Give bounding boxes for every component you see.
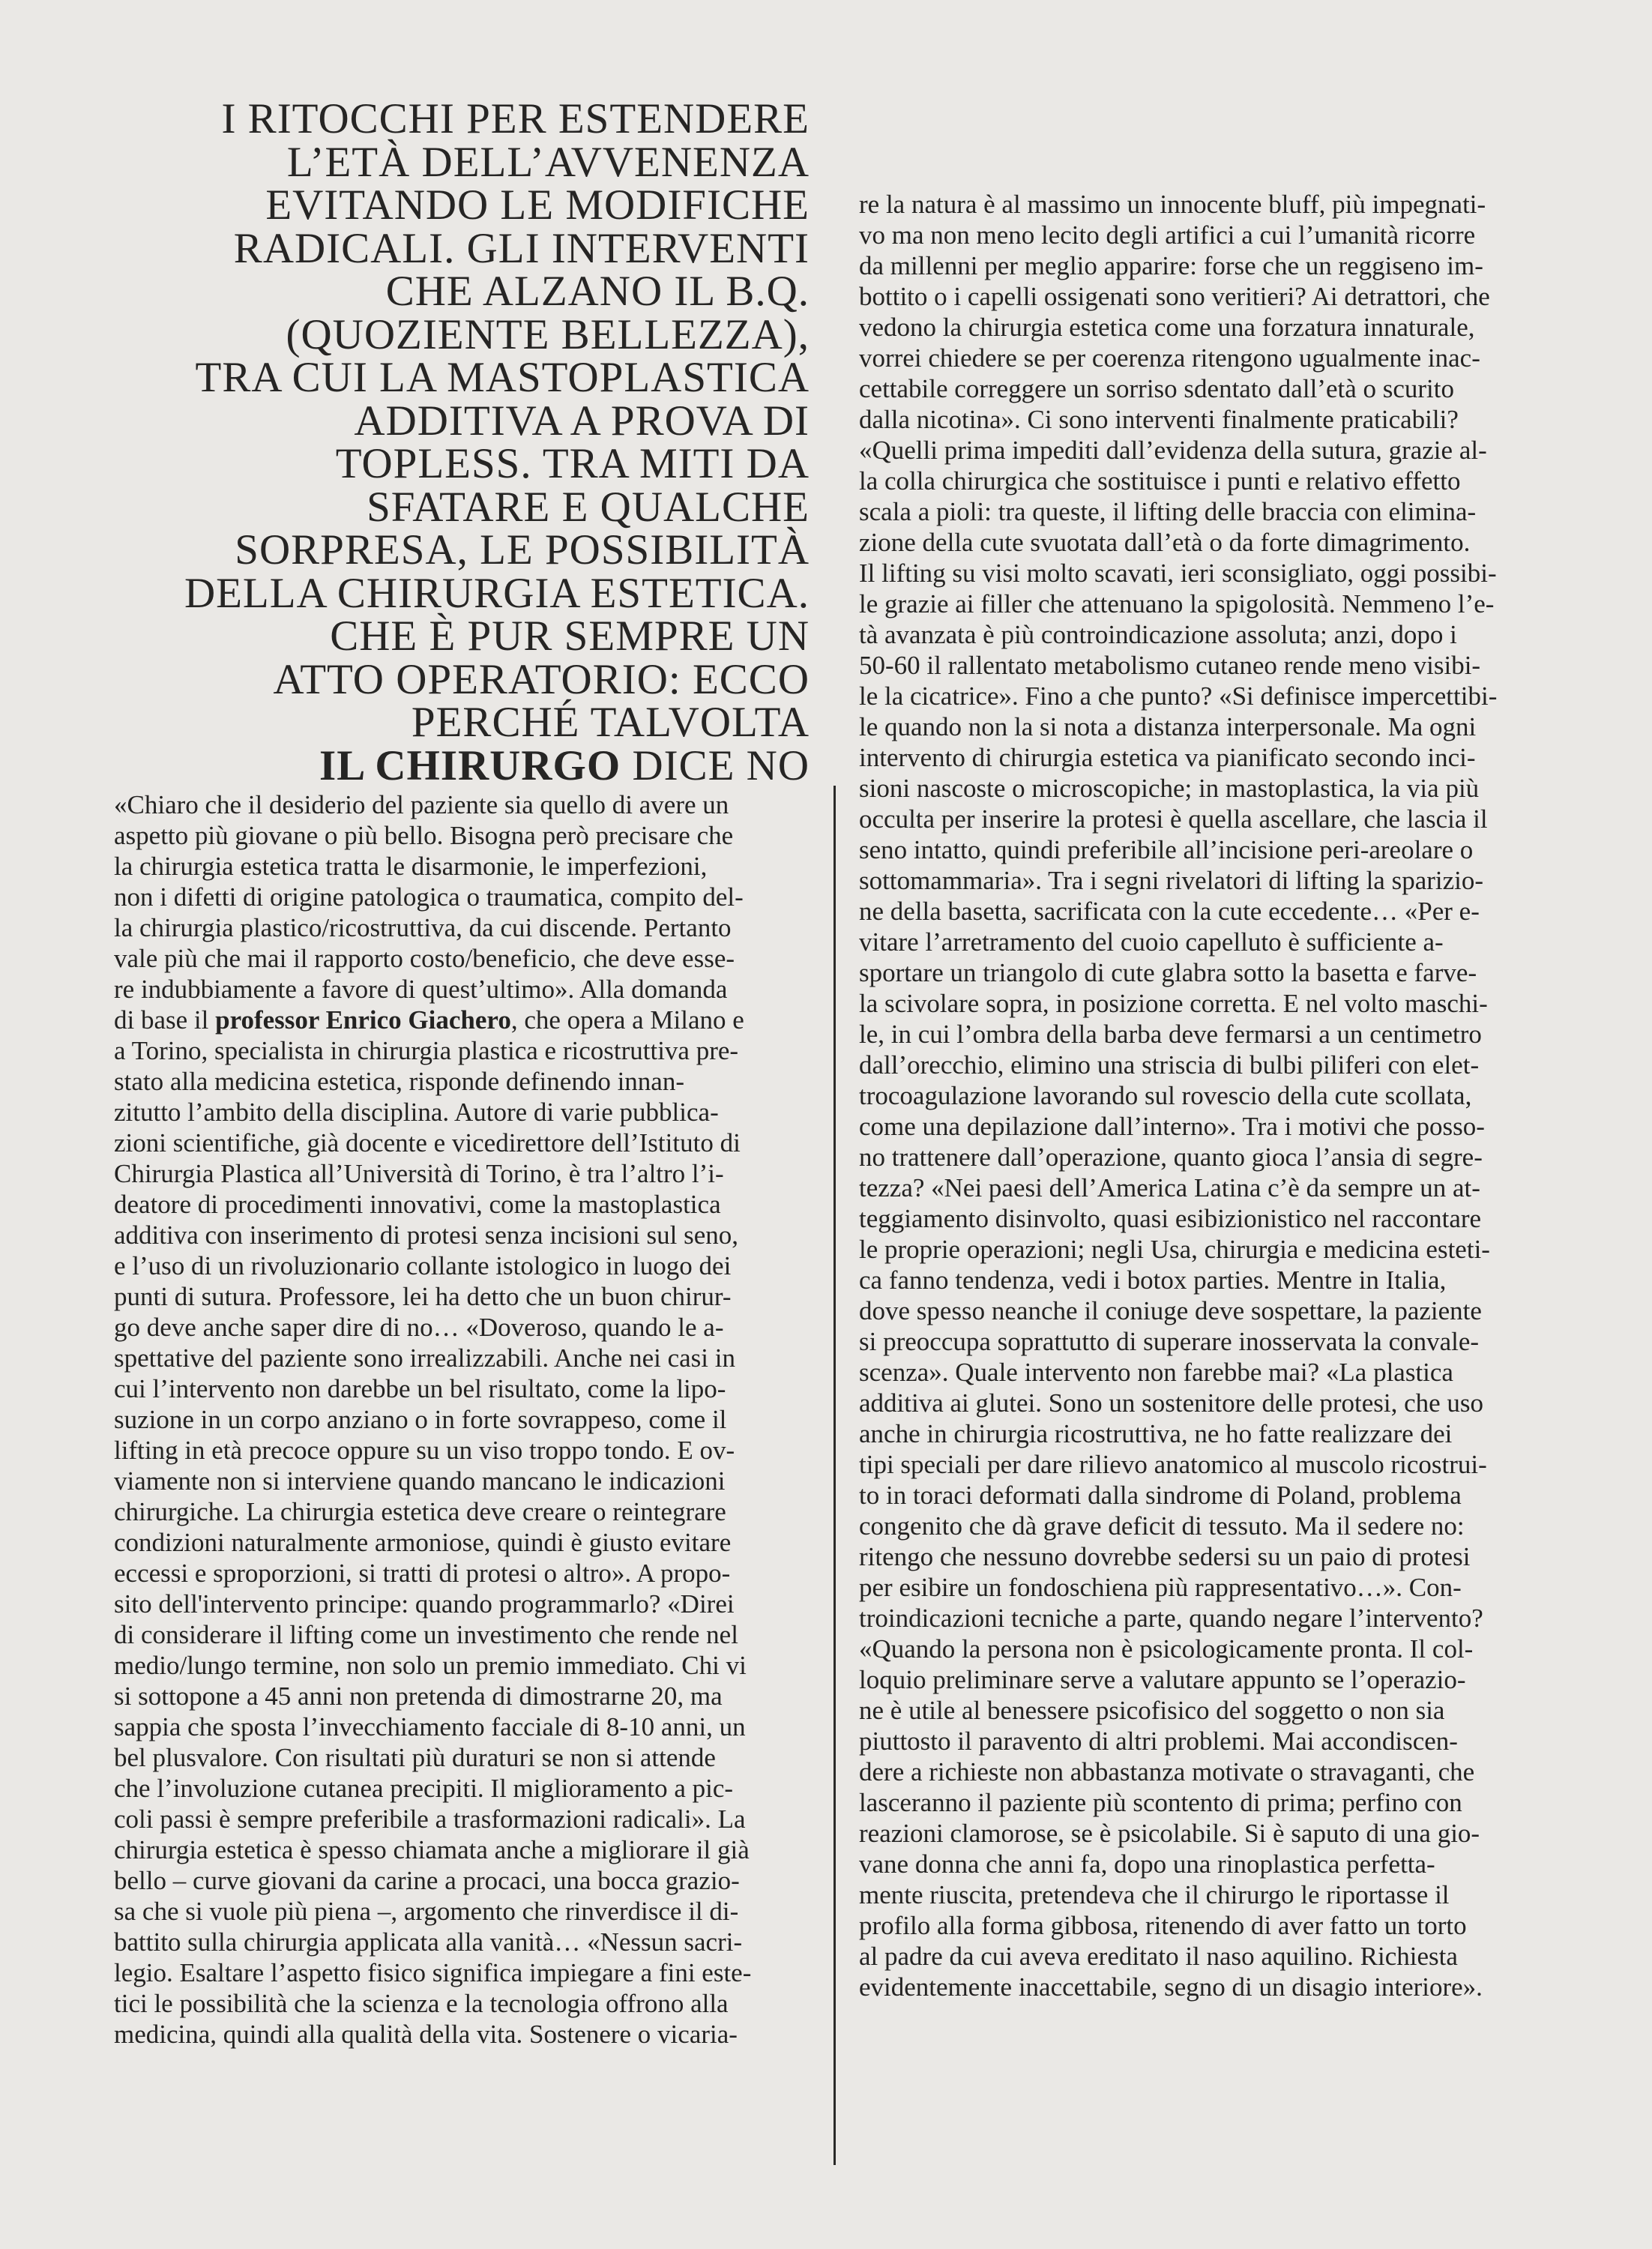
text-line: che l’involuzione cutanea precipiti. Il miglioramento a pic- (114, 1774, 734, 1803)
text-line: bottito o i capelli ossigenati sono veritieri? Ai detrattori, che (859, 282, 1490, 311)
headline-line: ADDITIVA A PROVA DI (354, 397, 810, 445)
text-line: «Chiaro che il desiderio del paziente sia quello di avere un (114, 790, 729, 819)
text-line: a Torino, specialista in chirurgia plastica e ricostruttiva pre- (114, 1036, 739, 1065)
text-line: le quando non la si nota a distanza interpersonale. Ma ogni (859, 712, 1477, 741)
text-line: aspetto più giovane o più bello. Bisogna però precisare che (114, 821, 734, 850)
text-line: seno intatto, quindi preferibile all’incisione peri-areolare o (859, 835, 1474, 864)
headline-line: DELLA CHIRURGIA ESTETICA. (184, 569, 810, 617)
text-line: medio/lungo termine, non solo un premio immediato. Chi vi (114, 1651, 747, 1680)
text-line: «Quelli prima impediti dall’evidenza della sutura, grazie al- (859, 436, 1487, 465)
text-line: go deve anche saper dire di no… «Doveroso, quando le a- (114, 1313, 724, 1342)
text-line: bello – curve giovani da carine a procaci, una bocca grazio- (114, 1866, 740, 1895)
text-line: additiva ai glutei. Sono un sostenitore delle protesi, che uso (859, 1388, 1484, 1418)
text-line: stato alla medicina estetica, risponde definendo innan- (114, 1067, 684, 1096)
text-line: loquio preliminare serve a valutare appunto se l’operazio- (859, 1665, 1466, 1694)
text-line: ne è utile al benessere psicofisico del soggetto o non sia (859, 1696, 1445, 1725)
headline-line: I RITOCCHI PER ESTENDERE (221, 95, 810, 142)
headline-line: CHE È PUR SEMPRE UN (330, 612, 810, 660)
text-line: sioni nascoste o microscopiche; in mastoplastica, la via più (859, 774, 1480, 803)
text-line: congenito che dà grave deficit di tessuto. Ma il sedere no: (859, 1511, 1465, 1541)
column-divider (833, 786, 836, 2165)
text-line: «Quando la persona non è psicologicamente pronta. Il col- (859, 1634, 1474, 1664)
text-line: cui l’intervento non darebbe un bel risultato, come la lipo- (114, 1374, 726, 1403)
text-line: sito dell'intervento principe: quando programmarlo? «Direi (114, 1589, 735, 1619)
text-fragment: di base il (114, 1005, 216, 1035)
text-line: la chirurgia estetica tratta le disarmonie, le imperfezioni, (114, 852, 708, 881)
headline-line: TRA CUI LA MASTOPLASTICA (195, 354, 810, 401)
text-line: zione della cute svuotata dall’età o da forte dimagrimento. (859, 528, 1471, 557)
headline (112, 97, 810, 787)
headline-line: CHE ALZANO IL B.Q. (385, 268, 810, 315)
text-fragment: , che opera a Milano e (510, 1005, 744, 1035)
text-line: dalla nicotina». Ci sono interventi finalmente praticabili? (859, 405, 1459, 434)
text-line: suzione in un corpo anziano o in forte sovrappeso, come il (114, 1405, 727, 1434)
text-line: zioni scientifiche, già docente e vicedirettore dell’Istituto di (114, 1128, 741, 1157)
text-line: vane donna che anni fa, dopo una rinoplastica perfetta- (859, 1849, 1435, 1879)
text-line: sottomammaria». Tra i segni rivelatori di lifting la sparizio- (859, 866, 1484, 895)
text-line: chirurgia estetica è spesso chiamata anche a migliorare il già (114, 1835, 750, 1864)
headline-line: SFATARE E QUALCHE (367, 483, 810, 531)
professor-name: professor Enrico Giachero (215, 1005, 511, 1035)
headline-line: EVITANDO LE MODIFICHE (265, 181, 810, 229)
text-line: e l’uso di un rivoluzionario collante istologico in luogo dei (114, 1251, 732, 1280)
text-line: la scivolare sopra, in posizione corretta. E nel volto maschi- (859, 989, 1488, 1018)
left-column-paragraph (114, 789, 813, 2050)
text-line: zitutto l’ambito della disciplina. Autore di varie pubblica- (114, 1098, 719, 1127)
text-line: al padre da cui aveva ereditato il naso aquilino. Richiesta (859, 1942, 1458, 1971)
left-column-text (114, 789, 813, 2050)
text-line: viamente non si interviene quando mancano le indicazioni (114, 1466, 726, 1496)
text-line: additiva con inserimento di protesi senza incisioni sul seno, (114, 1220, 739, 1250)
text-line: teggiamento disinvolto, quasi esibizionistico nel raccontare (859, 1204, 1482, 1233)
text-line: vitare l’arretramento del cuoio capelluto è sufficiente a- (859, 927, 1444, 957)
headline-line (112, 741, 810, 789)
text-line: per esibire un fondoschiena più rappresentativo…». Con- (859, 1573, 1462, 1602)
text-line: ritengo che nessuno dovrebbe sedersi su un paio di protesi (859, 1542, 1471, 1571)
text-line: no trattenere dall’operazione, quanto gioca l’ansia di segre- (859, 1142, 1483, 1172)
text-line: 50-60 il rallentato metabolismo cutaneo rende meno visibi- (859, 651, 1481, 680)
text-line: sappia che sposta l’invecchiamento facciale di 8-10 anni, un (114, 1712, 746, 1741)
text-line: le la cicatrice». Fino a che punto? «Si definisce impercettibi- (859, 681, 1498, 711)
headline-line: ATTO OPERATORIO: ECCO (273, 655, 810, 703)
text-line: piuttosto il paravento di altri problemi. Mai accondiscen- (859, 1726, 1458, 1756)
text-line: chirurgiche. La chirurgia estetica deve creare o reintegrare (114, 1497, 726, 1526)
text-line: vo ma non meno lecito degli artifici a cui l’umanità ricorre (859, 220, 1476, 250)
text-line: vale più che mai il rapporto costo/beneficio, che deve esse- (114, 944, 735, 973)
text-line: mente riuscita, pretendeva che il chirurgo le riportasse il (859, 1880, 1450, 1909)
text-line: tipi speciali per dare rilievo anatomico al muscolo ricostrui- (859, 1450, 1487, 1479)
text-line: dove spesso neanche il coniuge deve sospettare, la paziente (859, 1296, 1482, 1325)
text-line: re la natura è al massimo un innocente bluff, più impegnati- (859, 190, 1486, 219)
text-line: troindicazioni tecniche a parte, quando negare l’intervento? (859, 1604, 1483, 1633)
text-line: ca fanno tendenza, vedi i botox parties. Mentre in Italia, (859, 1265, 1447, 1295)
text-line: occulta per inserire la protesi è quella ascellare, che lascia il (859, 804, 1488, 834)
right-column-text (859, 189, 1556, 2002)
headline-line: SORPRESA, LE POSSIBILITÀ (235, 526, 810, 573)
headline-bold-text: IL CHIRURGO (319, 741, 621, 789)
text-line: vedono la chirurgia estetica come una forzatura innaturale, (859, 313, 1475, 342)
text-line: non i difetti di origine patologica o traumatica, compito del- (114, 882, 744, 912)
text-line: la colla chirurgica che sostituisce i punti e relativo effetto (859, 466, 1461, 496)
text-line: eccessi e sproporzioni, si tratti di protesi o altro». A propo- (114, 1559, 731, 1588)
text-line: scala a pioli: tra queste, il lifting delle braccia con elimina- (859, 497, 1477, 526)
text-line: si sottopone a 45 anni non pretenda di dimostrarne 20, ma (114, 1682, 723, 1711)
text-line: di considerare il lifting come un investimento che rende nel (114, 1620, 738, 1649)
text-line: legio. Esaltare l’aspetto fisico significa impiegare a fini este- (114, 1958, 752, 1987)
text-line: sa che si vuole più piena –, argomento che rinverdisce il di- (114, 1897, 739, 1926)
text-line: reazioni clamorose, se è psicolabile. Si è saputo di una gio- (859, 1819, 1480, 1848)
text-line: to in toraci deformati dalla sindrome di Poland, problema (859, 1481, 1462, 1510)
text-line: dall’orecchio, elimino una striscia di bulbi piliferi con elet- (859, 1050, 1480, 1080)
right-column-paragraph (859, 189, 1556, 2002)
text-line: intervento di chirurgia estetica va pianificato secondo inci- (859, 743, 1476, 772)
text-line: medicina, quindi alla qualità della vita. Sostenere o vicaria- (114, 2020, 738, 2049)
text-line: le, in cui l’ombra della barba deve fermarsi a un centimetro (859, 1020, 1482, 1049)
text-line: da millenni per meglio apparire: forse che un reggiseno im- (859, 251, 1483, 280)
text-line: vorrei chiedere se per coerenza ritengono ugualmente inac- (859, 343, 1480, 373)
headline-line: L’ETÀ DELL’AVVENENZA (286, 138, 810, 186)
headline-line: RADICALI. GLI INTERVENTI (233, 224, 810, 272)
text-line: si preoccupa soprattutto di superare inosservata la convale- (859, 1327, 1480, 1356)
text-line: tezza? «Nei paesi dell’America Latina c’è da sempre un at- (859, 1173, 1480, 1202)
text-line: coli passi è sempre preferibile a trasformazioni radicali». La (114, 1804, 746, 1834)
text-line: come una depilazione dall’interno». Tra i motivi che posso- (859, 1112, 1485, 1141)
text-line: ne della basetta, sacrificata con la cute eccedente… «Per e- (859, 897, 1480, 926)
headline-line: PERCHÉ TALVOLTA (411, 699, 810, 746)
headline-end-text: DICE NO (621, 741, 810, 789)
text-line: profilo alla forma gibbosa, ritenendo di aver fatto un torto (859, 1911, 1467, 1940)
text-line: lasceranno il paziente più scontento di prima; perfino con (859, 1788, 1462, 1817)
text-line: scenza». Quale intervento non farebbe mai? «La plastica (859, 1358, 1453, 1387)
text-line: dere a richieste non abbastanza motivate o stravaganti, che (859, 1757, 1475, 1786)
headline-line: (QUOZIENTE BELLEZZA), (286, 310, 810, 358)
text-line: punti di sutura. Professore, lei ha detto che un buon chirur- (114, 1282, 732, 1311)
headline-line: TOPLESS. TRA MITI DA (335, 440, 810, 487)
text-line: battito sulla chirurgia applicata alla vanità… «Nessun sacri- (114, 1927, 743, 1957)
text-line: Chirurgia Plastica all’Università di Torino, è tra l’altro l’i- (114, 1159, 724, 1188)
text-line: evidentemente inaccettabile, segno di un disagio interiore». (859, 1972, 1483, 2002)
text-line (114, 1005, 813, 1035)
text-line: le proprie operazioni; negli Usa, chirurgia e medicina esteti- (859, 1235, 1490, 1264)
text-line: anche in chirurgia ricostruttiva, ne ho fatte realizzare dei (859, 1419, 1453, 1448)
text-line: cettabile correggere un sorriso sdentato dall’età o scurito (859, 374, 1454, 403)
text-line: spettative del paziente sono irrealizzabili. Anche nei casi in (114, 1343, 735, 1373)
text-line: condizioni naturalmente armoniose, quindi è giusto evitare (114, 1528, 732, 1557)
text-line: sportare un triangolo di cute glabra sotto la basetta e farve- (859, 958, 1477, 987)
text-line: tà avanzata è più controindicazione assoluta; anzi, dopo i (859, 620, 1457, 649)
text-line: Il lifting su visi molto scavati, ieri sconsigliato, oggi possibi- (859, 559, 1497, 588)
text-line: lifting in età precoce oppure su un viso troppo tondo. E ov- (114, 1436, 735, 1465)
text-line: la chirurgia plastico/ricostruttiva, da cui discende. Pertanto (114, 913, 732, 942)
text-line: deatore di procedimenti innovativi, come la mastoplastica (114, 1190, 721, 1219)
text-line: le grazie ai filler che attenuano la spigolosità. Nemmeno l’e- (859, 589, 1495, 618)
text-line: tici le possibilità che la scienza e la tecnologia offrono alla (114, 1989, 729, 2018)
text-line: bel plusvalore. Con risultati più duraturi se non si attende (114, 1743, 716, 1772)
text-line: trocoagulazione lavorando sul rovescio della cute scollata, (859, 1081, 1472, 1110)
text-line: re indubbiamente a favore di quest’ultimo». Alla domanda (114, 975, 728, 1004)
